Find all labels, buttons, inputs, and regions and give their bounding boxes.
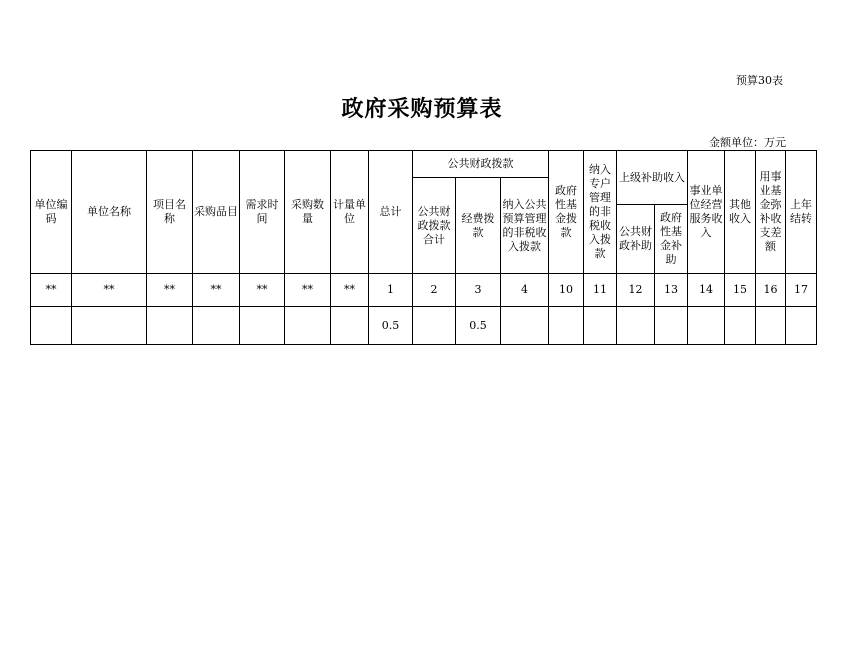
header-superior-subsidy-group: 上级补助收入	[617, 151, 688, 205]
header-total: 总计	[369, 151, 413, 274]
header-nontax-special: 纳入专户管理的非税收入拨款	[584, 151, 617, 274]
index-cell: **	[331, 274, 369, 307]
index-cell: 3	[456, 274, 501, 307]
header-public-finance-subsidy: 公共财政补助	[617, 205, 655, 274]
data-cell	[72, 307, 147, 345]
data-cell	[285, 307, 331, 345]
data-cell	[549, 307, 584, 345]
data-cell	[688, 307, 725, 345]
header-measure-unit: 计量单位	[331, 151, 369, 274]
index-cell: 11	[584, 274, 617, 307]
index-cell: 12	[617, 274, 655, 307]
index-cell: 14	[688, 274, 725, 307]
header-public-finance-total: 公共财政拨款合计	[413, 178, 456, 274]
header-unit-code: 单位编码	[31, 151, 72, 274]
header-fund-balance: 用事业基金弥补收支差额	[756, 151, 786, 274]
header-nontax-public: 纳入公共预算管理的非税收入拨款	[501, 178, 549, 274]
data-cell	[756, 307, 786, 345]
index-cell: 13	[655, 274, 688, 307]
header-gov-fund: 政府性基金拨款	[549, 151, 584, 274]
data-cell-total: 0.5	[369, 307, 413, 345]
index-cell: 4	[501, 274, 549, 307]
header-purchase-item: 采购品目	[193, 151, 240, 274]
index-cell: **	[147, 274, 193, 307]
header-other-income: 其他收入	[725, 151, 756, 274]
data-cell	[331, 307, 369, 345]
index-cell: 15	[725, 274, 756, 307]
index-row	[31, 274, 817, 307]
index-cell: **	[31, 274, 72, 307]
header-business-income: 事业单位经营服务收入	[688, 151, 725, 274]
header-prior-carryover: 上年结转	[786, 151, 817, 274]
header-operating-funds: 经费拨款	[456, 178, 501, 274]
data-cell	[725, 307, 756, 345]
data-cell	[617, 307, 655, 345]
data-cell	[655, 307, 688, 345]
data-cell-operating-funds: 0.5	[456, 307, 501, 345]
form-number: 预算30表	[736, 74, 783, 87]
amount-unit: 金额单位：万元	[709, 136, 786, 149]
index-cell: 17	[786, 274, 817, 307]
header-purchase-qty: 采购数量	[285, 151, 331, 274]
data-cell	[786, 307, 817, 345]
header-unit-name: 单位名称	[72, 151, 147, 274]
index-cell: 1	[369, 274, 413, 307]
header-project-name: 项目名称	[147, 151, 193, 274]
index-cell: **	[285, 274, 331, 307]
data-cell	[501, 307, 549, 345]
data-cell	[147, 307, 193, 345]
header-demand-time: 需求时间	[240, 151, 285, 274]
budget-table	[30, 150, 817, 345]
header-public-finance-group: 公共财政拨款	[413, 151, 549, 178]
data-cell	[240, 307, 285, 345]
index-cell: **	[72, 274, 147, 307]
header-gov-fund-subsidy: 政府性基金补助	[655, 205, 688, 274]
page-title: 政府采购预算表	[341, 96, 503, 122]
data-cell	[584, 307, 617, 345]
index-cell: 16	[756, 274, 786, 307]
table-row	[31, 307, 817, 345]
index-cell: **	[193, 274, 240, 307]
index-cell: **	[240, 274, 285, 307]
index-cell: 10	[549, 274, 584, 307]
data-cell	[413, 307, 456, 345]
data-cell	[193, 307, 240, 345]
data-cell	[31, 307, 72, 345]
index-cell: 2	[413, 274, 456, 307]
